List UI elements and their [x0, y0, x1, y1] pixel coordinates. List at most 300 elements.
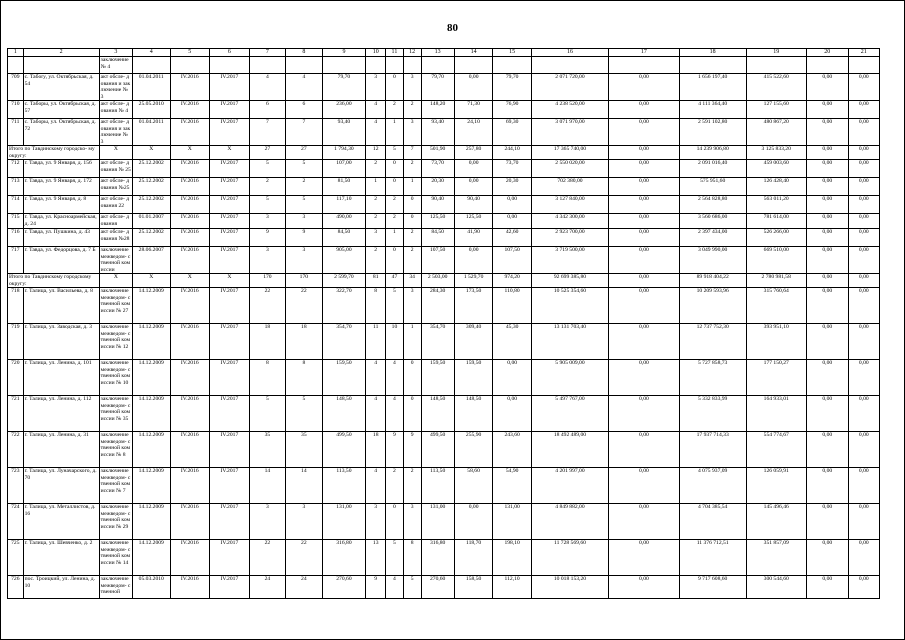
- value-cell: 2 503,00: [421, 274, 454, 288]
- value-cell: 0,00: [848, 396, 879, 432]
- value-cell: 1: [366, 178, 386, 196]
- value-cell: X: [210, 274, 250, 288]
- column-number: 6: [210, 49, 250, 57]
- row-number-cell: 709: [8, 74, 24, 101]
- value-cell: 0,00: [848, 178, 879, 196]
- value-cell: X: [170, 274, 210, 288]
- value-cell: 0,00: [609, 214, 680, 229]
- value-cell: 309,40: [454, 324, 493, 360]
- value-cell: 2 071 720,00: [531, 74, 608, 101]
- value-cell: 148,50: [322, 396, 366, 432]
- value-cell: 24: [249, 576, 285, 599]
- planned-date-cell: IV.2016: [170, 324, 210, 360]
- value-cell: 2 564 828,80: [679, 196, 746, 214]
- value-cell: 9: [366, 576, 386, 599]
- document-cell: заключение межведом- ственной комиссии № 12: [99, 324, 132, 360]
- address-cell: г. Тавда, ул. Федорцова, д. 7 Б: [23, 247, 99, 274]
- value-cell: 27: [286, 146, 322, 160]
- value-cell: 6: [249, 101, 285, 119]
- row-number-cell: 713: [8, 178, 24, 196]
- planned-date-cell: IV.2017: [210, 247, 250, 274]
- value-cell: 2: [366, 247, 386, 274]
- value-cell: 5 905 009,00: [531, 360, 608, 396]
- value-cell: 11 728 569,60: [531, 540, 608, 576]
- column-number: 12: [403, 49, 421, 57]
- column-number: 9: [322, 49, 366, 57]
- value-cell: 0,00: [848, 160, 879, 178]
- value-cell: 0,00: [806, 178, 848, 196]
- document-cell: акт обсле- дования № 25: [99, 160, 132, 178]
- planned-date-cell: IV.2016: [170, 288, 210, 324]
- value-cell: 1: [403, 178, 421, 196]
- document-cell: заключение межведом- ственной комиссии № 29: [99, 504, 132, 540]
- value-cell: 198,10: [493, 540, 532, 576]
- value-cell: 3: [286, 247, 322, 274]
- value-cell: 393 951,10: [746, 324, 806, 360]
- document-cell: заключение межведом- ственной комиссии № 10: [99, 360, 132, 396]
- total-label-cell: Итого по Тавдинскому городскому округу:: [8, 274, 100, 288]
- value-cell: 148,50: [454, 396, 493, 432]
- value-cell: 12 737 752,30: [679, 324, 746, 360]
- planned-date-cell: IV.2016: [170, 214, 210, 229]
- value-cell: 0,00: [806, 468, 848, 504]
- table-row: [8, 396, 880, 432]
- value-cell: 9: [286, 229, 322, 247]
- value-cell: 0: [403, 196, 421, 214]
- value-cell: 300 544,60: [746, 576, 806, 599]
- value-cell: 354,70: [322, 324, 366, 360]
- value-cell: 3 127 840,00: [531, 196, 608, 214]
- value-cell: 974,20: [493, 274, 532, 288]
- value-cell: 0,00: [609, 576, 680, 599]
- value-cell: 3: [286, 504, 322, 540]
- value-cell: 1: [386, 229, 404, 247]
- value-cell: 4 342 300,00: [531, 214, 608, 229]
- column-number: 18: [679, 49, 746, 57]
- value-cell: 81,50: [322, 178, 366, 196]
- column-number: 14: [454, 49, 493, 57]
- table-row: [8, 288, 880, 324]
- value-cell: 47: [386, 274, 404, 288]
- table-cell: [403, 57, 421, 74]
- value-cell: 0,00: [848, 576, 879, 599]
- planned-date-cell: IV.2016: [170, 576, 210, 599]
- value-cell: 0,00: [493, 214, 532, 229]
- value-cell: 12: [366, 146, 386, 160]
- value-cell: 8: [286, 360, 322, 396]
- column-number: 21: [848, 49, 879, 57]
- column-number: 20: [806, 49, 848, 57]
- value-cell: 22: [249, 540, 285, 576]
- value-cell: 0,00: [848, 504, 879, 540]
- value-cell: 0,00: [609, 396, 680, 432]
- value-cell: 270,60: [421, 576, 454, 599]
- table-cell: [609, 57, 680, 74]
- value-cell: 4 704 385,54: [679, 504, 746, 540]
- value-cell: 9: [386, 432, 404, 468]
- value-cell: 0,00: [848, 247, 879, 274]
- table-cell: [23, 57, 99, 74]
- value-cell: 20,30: [493, 178, 532, 196]
- value-cell: 3: [403, 288, 421, 324]
- table-row: [8, 160, 880, 178]
- value-cell: 3: [249, 214, 285, 229]
- value-cell: 480 867,20: [746, 119, 806, 146]
- value-cell: 14: [249, 468, 285, 504]
- value-cell: 107,50: [421, 247, 454, 274]
- value-cell: 2: [403, 468, 421, 504]
- planned-date-cell: IV.2016: [170, 101, 210, 119]
- value-cell: 0,00: [848, 74, 879, 101]
- value-cell: 0,00: [848, 119, 879, 146]
- value-cell: 0: [386, 74, 404, 101]
- value-cell: 2: [366, 160, 386, 178]
- value-cell: 173,50: [454, 288, 493, 324]
- address-cell: г. Талица, ул. Луначарского, д. 70: [23, 468, 99, 504]
- address-cell: г. Талица, ул. Шевченко, д. 2: [23, 540, 99, 576]
- value-cell: 3: [366, 74, 386, 101]
- value-cell: 0,00: [806, 274, 848, 288]
- value-cell: 905,00: [322, 247, 366, 274]
- value-cell: 0,00: [493, 396, 532, 432]
- address-cell: г. Тавда, ул. Пушкина, д. 43: [23, 229, 99, 247]
- value-cell: 0,00: [609, 360, 680, 396]
- date-cell: 25.12.2002: [133, 178, 171, 196]
- row-number-cell: 723: [8, 468, 24, 504]
- value-cell: 0,00: [609, 229, 680, 247]
- value-cell: 1 656 197,40: [679, 74, 746, 101]
- value-cell: 0,00: [848, 229, 879, 247]
- value-cell: 0,00: [806, 101, 848, 119]
- value-cell: 0,00: [454, 247, 493, 274]
- date-cell: 25.12.2002: [133, 229, 171, 247]
- row-number-cell: 716: [8, 229, 24, 247]
- planned-date-cell: IV.2017: [210, 214, 250, 229]
- value-cell: 69,30: [493, 119, 532, 146]
- column-number: 2: [23, 49, 99, 57]
- value-cell: 8: [403, 540, 421, 576]
- column-number: 10: [366, 49, 386, 57]
- value-cell: 0: [403, 214, 421, 229]
- total-row: [8, 146, 880, 160]
- column-number: 15: [493, 49, 532, 57]
- table-row: [8, 468, 880, 504]
- value-cell: 2 591 102,80: [679, 119, 746, 146]
- value-cell: 1 794,30: [322, 146, 366, 160]
- row-number-cell: 725: [8, 540, 24, 576]
- value-cell: X: [210, 146, 250, 160]
- value-cell: 170: [249, 274, 285, 288]
- document-cell: акт обсле- дования №25: [99, 178, 132, 196]
- value-cell: 5: [386, 540, 404, 576]
- table-row: [8, 247, 880, 274]
- row-number-cell: 722: [8, 432, 24, 468]
- date-cell: 14.12.2009: [133, 288, 171, 324]
- value-cell: 2: [403, 160, 421, 178]
- value-cell: X: [133, 146, 171, 160]
- value-cell: 0,00: [609, 196, 680, 214]
- value-cell: 113,50: [322, 468, 366, 504]
- value-cell: 5 727 858,73: [679, 360, 746, 396]
- value-cell: 4: [366, 396, 386, 432]
- date-cell: 01.04.2011: [133, 74, 171, 101]
- value-cell: 0: [403, 396, 421, 432]
- row-number-cell: 710: [8, 101, 24, 119]
- table-row: [8, 324, 880, 360]
- planned-date-cell: IV.2017: [210, 160, 250, 178]
- date-cell: 25.12.2002: [133, 160, 171, 178]
- value-cell: 3 125 833,20: [746, 146, 806, 160]
- value-cell: 0,00: [848, 196, 879, 214]
- value-cell: X: [133, 274, 171, 288]
- value-cell: 93,40: [322, 119, 366, 146]
- table-cell: [746, 57, 806, 74]
- address-cell: г. Талица, ул. Ленина, д. 31: [23, 432, 99, 468]
- value-cell: 2: [249, 178, 285, 196]
- address-cell: г. Талица, ул. Васильева, д. 8: [23, 288, 99, 324]
- value-cell: 131,00: [322, 504, 366, 540]
- date-cell: 14.12.2009: [133, 540, 171, 576]
- value-cell: 255,90: [454, 432, 493, 468]
- value-cell: 4: [366, 101, 386, 119]
- table-row: [8, 432, 880, 468]
- planned-date-cell: IV.2017: [210, 288, 250, 324]
- date-cell: 01.04.2011: [133, 119, 171, 146]
- value-cell: 501,90: [421, 146, 454, 160]
- value-cell: 0,00: [848, 214, 879, 229]
- value-cell: 5: [249, 196, 285, 214]
- value-cell: 0,00: [806, 576, 848, 599]
- value-cell: 2: [403, 247, 421, 274]
- table-cell: [386, 57, 404, 74]
- value-cell: 126 428,40: [746, 178, 806, 196]
- value-cell: 284,30: [421, 288, 454, 324]
- document-cell: заключение межведом- ственной комиссии № 8: [99, 432, 132, 468]
- planned-date-cell: IV.2016: [170, 360, 210, 396]
- value-cell: 107,50: [493, 247, 532, 274]
- value-cell: 17 365 740,00: [531, 146, 608, 160]
- address-cell: с. Табory, ул. Октябрьская, д. 54: [23, 74, 99, 101]
- value-cell: 0,00: [493, 196, 532, 214]
- table-cell: [286, 57, 322, 74]
- value-cell: 0: [403, 360, 421, 396]
- value-cell: 22: [286, 288, 322, 324]
- value-cell: 11 376 712,51: [679, 540, 746, 576]
- value-cell: 7: [249, 119, 285, 146]
- value-cell: 270,60: [322, 576, 366, 599]
- value-cell: 17 937 714,33: [679, 432, 746, 468]
- planned-date-cell: IV.2017: [210, 576, 250, 599]
- value-cell: 4 238 520,00: [531, 101, 608, 119]
- value-cell: 159,50: [421, 360, 454, 396]
- value-cell: 84,50: [322, 229, 366, 247]
- value-cell: 499,50: [421, 432, 454, 468]
- value-cell: 110,80: [493, 288, 532, 324]
- value-cell: 18: [249, 324, 285, 360]
- value-cell: 3 560 686,00: [679, 214, 746, 229]
- value-cell: 0,00: [454, 178, 493, 196]
- value-cell: 158,50: [454, 576, 493, 599]
- value-cell: 11: [366, 324, 386, 360]
- value-cell: 2: [386, 101, 404, 119]
- value-cell: 24: [286, 576, 322, 599]
- planned-date-cell: IV.2017: [210, 396, 250, 432]
- value-cell: 10 209 593,96: [679, 288, 746, 324]
- date-cell: 01.01.2007: [133, 214, 171, 229]
- value-cell: 118,70: [454, 540, 493, 576]
- table-row: [8, 360, 880, 396]
- value-cell: 0,00: [806, 504, 848, 540]
- value-cell: 0,00: [609, 432, 680, 468]
- address-cell: г. Тавда, ул. 9 Января, д. 8: [23, 196, 99, 214]
- planned-date-cell: IV.2017: [210, 74, 250, 101]
- value-cell: 117,10: [322, 196, 366, 214]
- value-cell: 0,00: [454, 74, 493, 101]
- value-cell: 315 760,64: [746, 288, 806, 324]
- value-cell: 35: [249, 432, 285, 468]
- value-cell: 93,40: [421, 119, 454, 146]
- value-cell: 0,00: [848, 288, 879, 324]
- value-cell: 0,00: [806, 74, 848, 101]
- value-cell: 4: [386, 576, 404, 599]
- value-cell: 84,50: [421, 229, 454, 247]
- value-cell: 170: [286, 274, 322, 288]
- value-cell: 148,50: [421, 396, 454, 432]
- value-cell: 18 492 489,00: [531, 432, 608, 468]
- value-cell: 0: [386, 247, 404, 274]
- value-cell: 177 150,27: [746, 360, 806, 396]
- value-cell: 0,00: [609, 274, 680, 288]
- value-cell: 2 923 700,00: [531, 229, 608, 247]
- value-cell: 5: [386, 146, 404, 160]
- date-cell: 14.12.2009: [133, 504, 171, 540]
- value-cell: 0,00: [848, 274, 879, 288]
- value-cell: 0,00: [848, 540, 879, 576]
- document-cell: заключение межведом- ственной комиссии № 27: [99, 288, 132, 324]
- value-cell: 575 951,60: [679, 178, 746, 196]
- value-cell: 73,70: [493, 160, 532, 178]
- value-cell: 9: [403, 432, 421, 468]
- value-cell: X: [170, 146, 210, 160]
- value-cell: 5: [286, 196, 322, 214]
- table-cell: [421, 57, 454, 74]
- value-cell: 702 380,00: [531, 178, 608, 196]
- value-cell: 18: [366, 432, 386, 468]
- value-cell: 14 239 906,80: [679, 146, 746, 160]
- column-number: 13: [421, 49, 454, 57]
- value-cell: 0,00: [848, 360, 879, 396]
- value-cell: 90,40: [421, 196, 454, 214]
- planned-date-cell: IV.2017: [210, 540, 250, 576]
- value-cell: 236,00: [322, 101, 366, 119]
- table-cell: [249, 57, 285, 74]
- table-cell: [170, 57, 210, 74]
- planned-date-cell: IV.2016: [170, 196, 210, 214]
- total-label-cell: Итого по Тавдинскому городско- му округу:: [8, 146, 100, 160]
- column-number: 16: [531, 49, 608, 57]
- value-cell: 354,70: [421, 324, 454, 360]
- address-cell: г. Талица, ул. Металлистов, д. 16: [23, 504, 99, 540]
- value-cell: 164 933,01: [746, 396, 806, 432]
- value-cell: 0: [386, 160, 404, 178]
- value-cell: 81: [366, 274, 386, 288]
- value-cell: 4: [249, 74, 285, 101]
- value-cell: 4 075 937,09: [679, 468, 746, 504]
- value-cell: 71,30: [454, 101, 493, 119]
- value-cell: 1: [403, 324, 421, 360]
- value-cell: 0,00: [454, 504, 493, 540]
- row-number-cell: 718: [8, 288, 24, 324]
- row-number-cell: 721: [8, 396, 24, 432]
- planned-date-cell: IV.2016: [170, 74, 210, 101]
- value-cell: 0,00: [806, 160, 848, 178]
- row-number-cell: 711: [8, 119, 24, 146]
- planned-date-cell: IV.2017: [210, 432, 250, 468]
- planned-date-cell: IV.2016: [170, 468, 210, 504]
- table-cell: [210, 57, 250, 74]
- value-cell: 125,50: [421, 214, 454, 229]
- table-cell: [531, 57, 608, 74]
- planned-date-cell: IV.2017: [210, 504, 250, 540]
- planned-date-cell: IV.2016: [170, 178, 210, 196]
- row-number-cell: 726: [8, 576, 24, 599]
- value-cell: 0,00: [609, 247, 680, 274]
- address-cell: г. Талица, ул. Заводская, д. 3: [23, 324, 99, 360]
- value-cell: 5: [249, 396, 285, 432]
- value-cell: 1 529,70: [454, 274, 493, 288]
- document-cell: заключение межведом- ственной комиссии № 7: [99, 468, 132, 504]
- value-cell: 3: [286, 214, 322, 229]
- value-cell: 2: [403, 229, 421, 247]
- value-cell: 2: [386, 196, 404, 214]
- table-row: [8, 196, 880, 214]
- value-cell: 24,10: [454, 119, 493, 146]
- value-cell: 0,00: [806, 146, 848, 160]
- value-cell: 0,00: [609, 146, 680, 160]
- value-cell: 4 111 364,40: [679, 101, 746, 119]
- document-cell: заключение № 4: [99, 57, 132, 74]
- value-cell: 0,00: [806, 396, 848, 432]
- page-number: 80: [447, 22, 458, 34]
- address-cell: г. Тавда, ул. 9 Января, д. 156: [23, 160, 99, 178]
- value-cell: 0,00: [848, 324, 879, 360]
- table-row: [8, 74, 880, 101]
- value-cell: 0,00: [609, 504, 680, 540]
- value-cell: 0,00: [806, 360, 848, 396]
- value-cell: 14: [286, 468, 322, 504]
- row-number-cell: 714: [8, 196, 24, 214]
- row-number-cell: 720: [8, 360, 24, 396]
- value-cell: 54,90: [493, 468, 532, 504]
- date-cell: 14.12.2009: [133, 432, 171, 468]
- value-cell: 0,00: [806, 229, 848, 247]
- value-cell: 113,50: [421, 468, 454, 504]
- value-cell: 0,00: [848, 146, 879, 160]
- value-cell: 4: [286, 74, 322, 101]
- value-cell: 3: [403, 504, 421, 540]
- document-cell: акт обсле- дования №28: [99, 229, 132, 247]
- value-cell: 5 497 767,00: [531, 396, 608, 432]
- column-number: 19: [746, 49, 806, 57]
- housing-table: [7, 48, 880, 599]
- table-row: [8, 229, 880, 247]
- value-cell: 4: [366, 119, 386, 146]
- planned-date-cell: IV.2016: [170, 504, 210, 540]
- value-cell: 4: [386, 360, 404, 396]
- value-cell: 2: [403, 101, 421, 119]
- address-cell: с. Таборы, ул. Октябрьская, д. 72: [23, 119, 99, 146]
- value-cell: 0,00: [806, 119, 848, 146]
